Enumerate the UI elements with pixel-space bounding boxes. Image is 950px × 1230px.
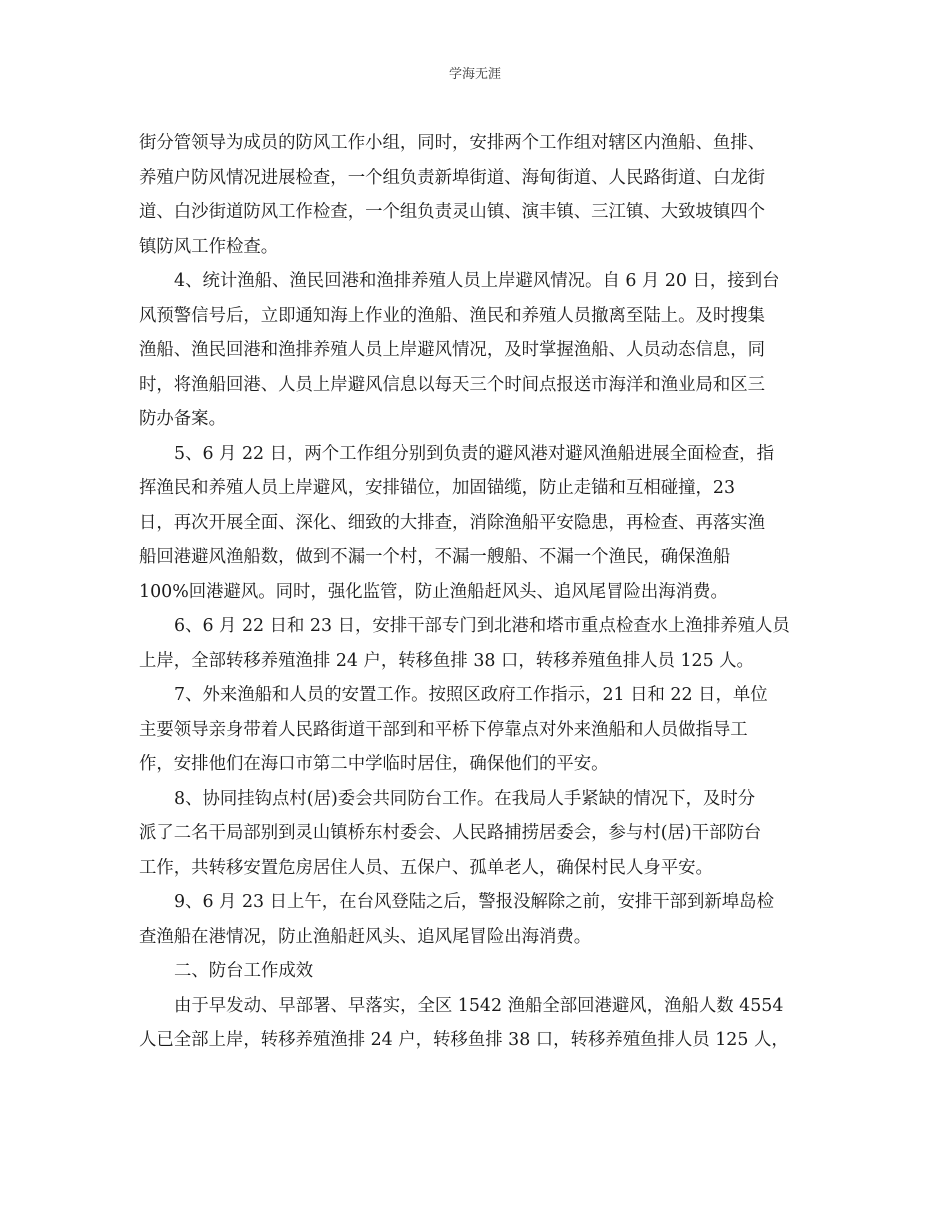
text-line: 作，安排他们在海口市第二中学临时居住，确保他们的平安。 (139, 754, 609, 774)
text-line: 6、6 月 22 日和 23 日，安排干部专门到北港和塔市重点检查水上渔排养殖人员 (174, 616, 790, 636)
text-line: 道、白沙街道防风工作检查，一个组负责灵山镇、演丰镇、三江镇、大致坡镇四个 (139, 202, 766, 222)
text-line: 人已全部上岸，转移养殖渔排 24 户，转移鱼排 38 口，转移养殖鱼排人员 125 人， (139, 1030, 789, 1050)
text-line: 派了二名干局部别到灵山镇桥东村委会、人民路捕捞居委会，参与村(居)干部防台 (139, 823, 762, 843)
text-line: 100%回港避风。同时，强化监管，防止渔船赶风头、追风尾冒险出海消费。 (139, 581, 728, 602)
text-line: 8、协同挂钩点村(居)委会共同防台工作。在我局人手紧缺的情况下，及时分 (174, 788, 756, 809)
text-line: 7、外来渔船和人员的安置工作。按照区政府工作指示，21 日和 22 日，单位 (174, 685, 768, 705)
text-line: 养殖户防风情况进展检查，一个组负责新埠街道、海甸街道、人民路街道、白龙街 (139, 167, 766, 188)
text-line: 挥渔民和养殖人员上岸避风，安排锚位，加固锚缆，防止走锚和互相碰撞，23 (139, 478, 736, 498)
text-line: 查渔船在港情况，防止渔船赶风头、追风尾冒险出海消费。 (139, 926, 592, 947)
text-line: 4、统计渔船、渔民回港和渔排养殖人员上岸避风情况。自 6 月 20 日，接到台 (174, 271, 780, 291)
text-line: 渔船、渔民回港和渔排养殖人员上岸避风情况，及时掌握渔船、人员动态信息，同 (139, 340, 766, 360)
document-body (139, 126, 814, 1058)
text-line: 由于早发动、早部署、早落实，全区 1542 渔船全部回港避风，渔船人数 4554 (174, 995, 784, 1016)
page-header: 学海无涯 (448, 67, 501, 82)
text-line: 二、防台工作成效 (174, 961, 314, 981)
text-line: 主要领导亲身带着人民路街道干部到和平桥下停靠点对外来渔船和人员做指导工 (139, 719, 748, 740)
text-line: 时，将渔船回港、人员上岸避风信息以每天三个时间点报送市海洋和渔业局和区三 (139, 374, 766, 395)
text-line: 街分管领导为成员的防风工作小组，同时，安排两个工作组对辖区内渔船、鱼排、 (139, 133, 766, 153)
text-line: 风预警信号后，立即通知海上作业的渔船、渔民和养殖人员撤离至陆上。及时搜集 (139, 305, 766, 326)
text-line: 5、6 月 22 日，两个工作组分别到负责的避风港对避风渔船进展全面检查，指 (174, 443, 774, 464)
text-line: 9、6 月 23 日上午，在台风登陆之后，警报没解除之前，安排干部到新埠岛检 (174, 892, 774, 912)
text-line: 船回港避风渔船数，做到不漏一个村，不漏一艘船、不漏一个渔民，确保渔船 (139, 547, 731, 567)
text-line: 镇防风工作检查。 (139, 236, 279, 257)
text-line: 上岸，全部转移养殖渔排 24 户，转移鱼排 38 口，转移养殖鱼排人员 125 人。 (139, 650, 754, 671)
text-line: 工作，共转移安置危房居住人员、五保户、孤单老人，确保村民人身平安。 (139, 857, 713, 878)
text-line: 防办备案。 (139, 409, 226, 429)
text-line: 日，再次开展全面、深化、细致的大排查，消除渔船平安隐患，再检查、再落实渔 (139, 512, 766, 533)
